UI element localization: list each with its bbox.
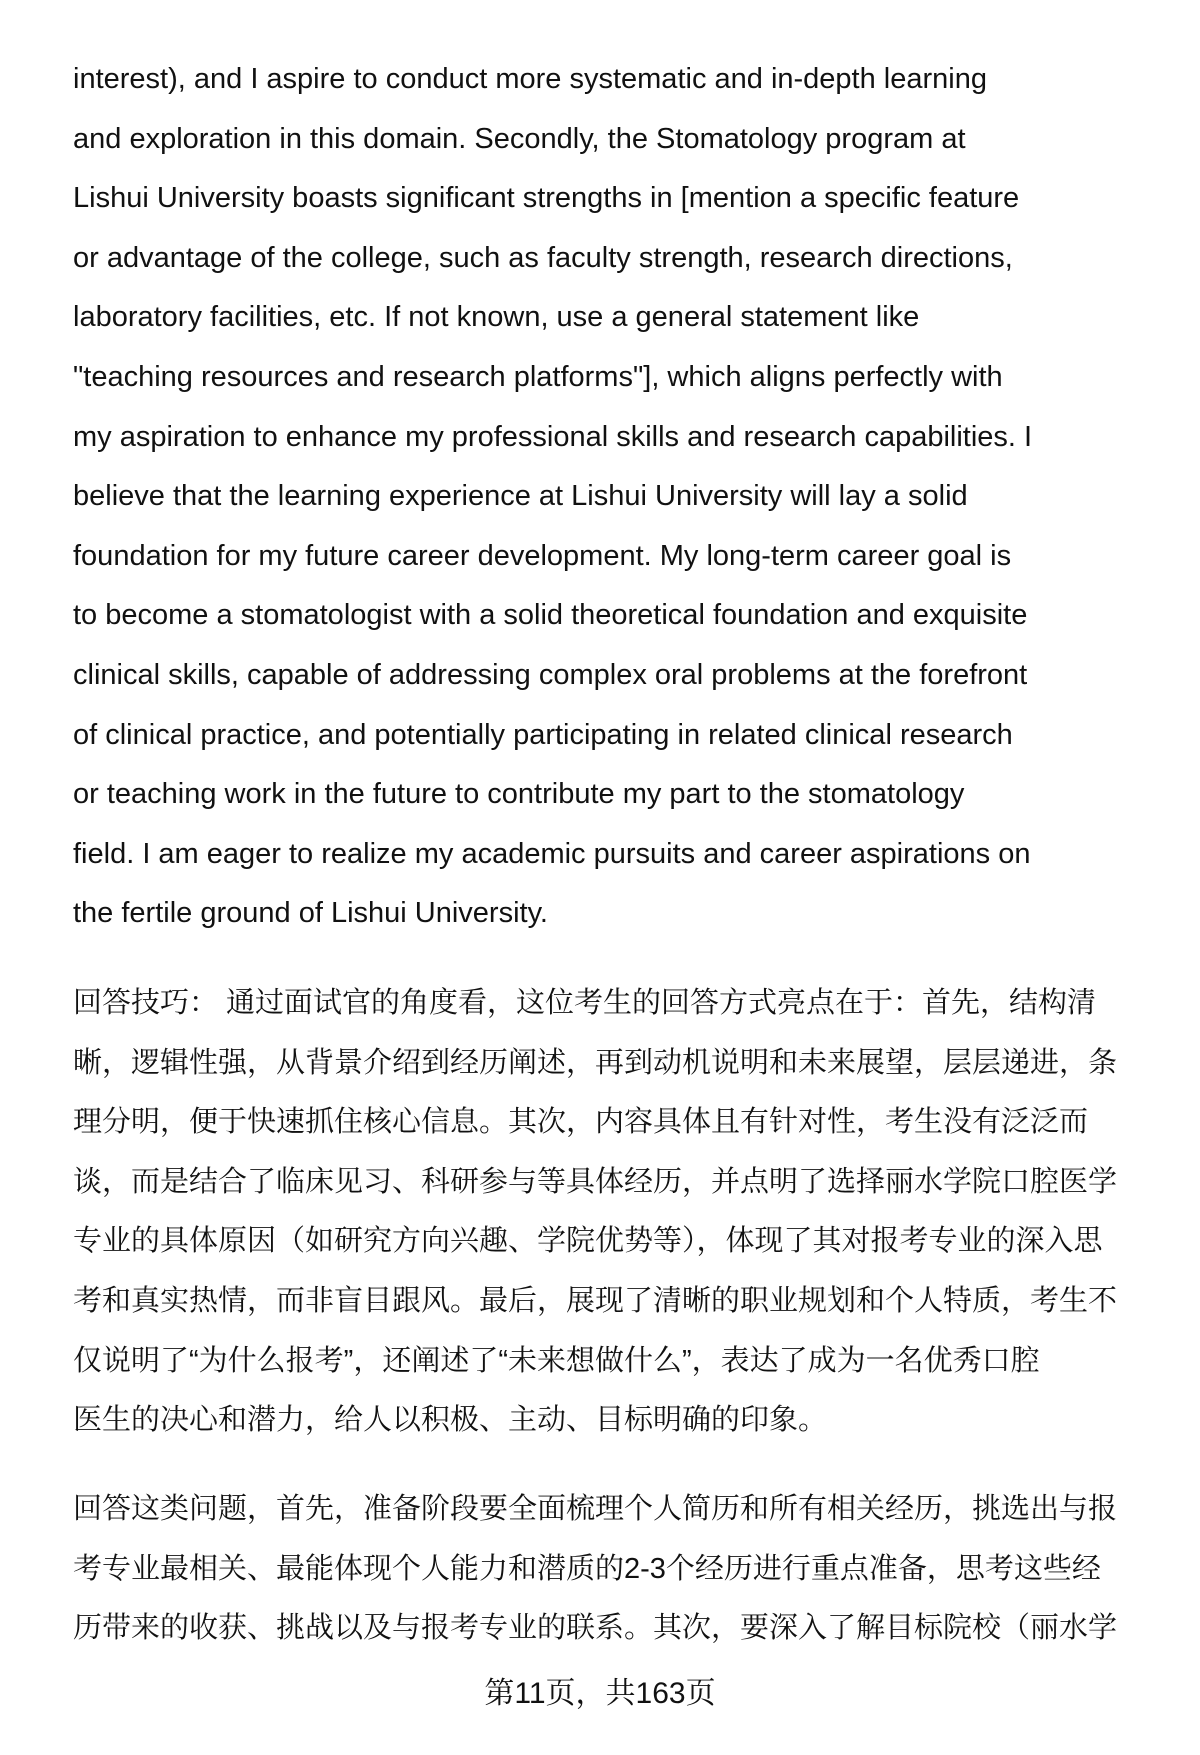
text-line: Lishui University boasts significant strengths in [mention a specific feature xyxy=(73,182,1020,215)
text-line: my aspiration to enhance my professional skills and research capabilities. I xyxy=(73,420,1033,453)
text-line: or teaching work in the future to contribute my part to the stomatology xyxy=(73,778,965,811)
answer-advice-paragraph xyxy=(73,1480,1173,1659)
text-line: 回答技巧： 通过面试官的角度看，这位考生的回答方式亮点在于：首先，结构清 xyxy=(73,987,1097,1019)
page-number: 第11页，共163页 xyxy=(484,1677,716,1710)
text-line: 谈，而是结合了临床见习、科研参与等具体经历，并点明了选择丽水学院口腔医学 xyxy=(73,1165,1118,1198)
text-line: the fertile ground of Lishui University. xyxy=(73,897,548,930)
text-line: 历带来的收获、挑战以及与报考专业的联系。其次，要深入了解目标院校（丽水学 xyxy=(73,1612,1118,1645)
text-line: clinical skills, capable of addressing complex oral problems at the forefront xyxy=(73,658,1028,691)
text-line: 考和真实热情，而非盲目跟风。最后，展现了清晰的职业规划和个人特质，考生不 xyxy=(73,1284,1118,1317)
text-line: believe that the learning experience at Lishui University will lay a solid xyxy=(73,480,968,513)
text-line: 医生的决心和潜力，给人以积极、主动、目标明确的印象。 xyxy=(73,1404,828,1437)
text-line: field. I am eager to realize my academic pursuits and career aspirations on xyxy=(73,837,1031,870)
answer-paragraph-english xyxy=(73,50,1173,944)
text-line: 理分明，便于快速抓住核心信息。其次，内容具体且有针对性，考生没有泛泛而 xyxy=(73,1106,1089,1139)
text-line: interest), and I aspire to conduct more systematic and in-depth learning xyxy=(73,63,987,95)
text-line: 回答这类问题，首先，准备阶段要全面梳理个人简历和所有相关经历，挑选出与报 xyxy=(73,1493,1118,1525)
text-line: or advantage of the college, such as faculty strength, research directions, xyxy=(73,241,1013,274)
text-line: of clinical practice, and potentially participating in related clinical research xyxy=(73,718,1013,751)
answer-tips-paragraph xyxy=(73,974,1173,1451)
text-line: "teaching resources and research platforms"], which aligns perfectly with xyxy=(73,360,1003,393)
text-line: to become a stomatologist with a solid theoretical foundation and exquisite xyxy=(73,599,1028,632)
text-line: 晰，逻辑性强，从背景介绍到经历阐述，再到动机说明和未来展望，层层递进，条 xyxy=(73,1046,1118,1079)
text-line: foundation for my future career development. My long-term career goal is xyxy=(73,539,1012,572)
text-line: laboratory facilities, etc. If not known, use a general statement like xyxy=(73,301,920,334)
text-line: and exploration in this domain. Secondly, the Stomatology program at xyxy=(73,122,966,155)
text-line: 仅说明了“为什么报考”，还阐述了“未来想做什么”，表达了成为一名优秀口腔 xyxy=(73,1344,1040,1377)
text-line: 专业的具体原因（如研究方向兴趣、学院优势等），体现了其对报考专业的深入思 xyxy=(73,1225,1103,1258)
text-line: 考专业最相关、最能体现个人能力和潜质的2-3个经历进行重点准备，思考这些经 xyxy=(73,1552,1101,1585)
